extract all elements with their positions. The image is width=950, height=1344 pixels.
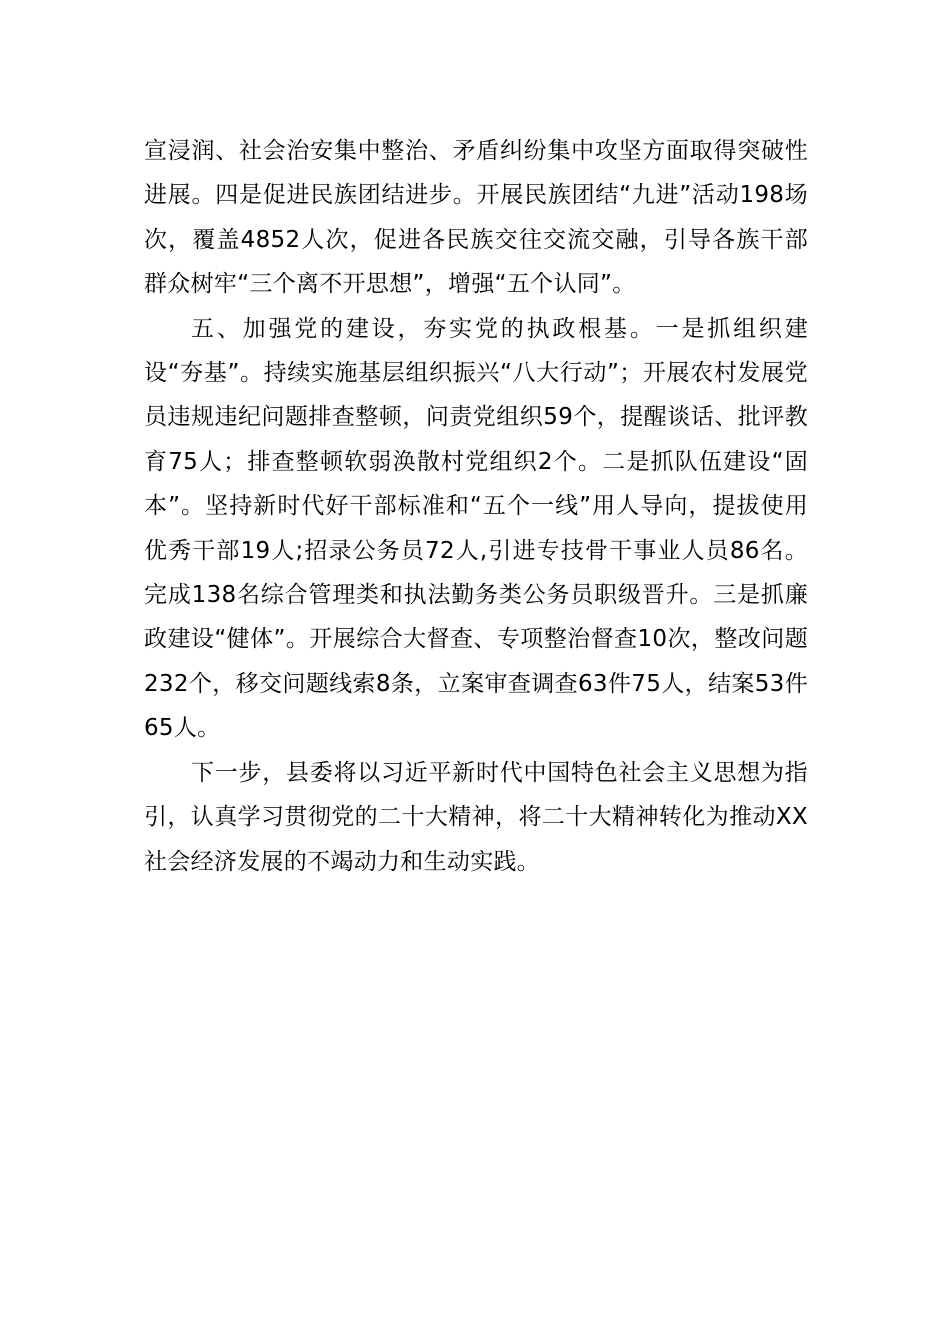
paragraph-section-five-party-building: 五、加强党的建设，夯实党的执政根基。一是抓组织建设“夯基”。持续实施基层组织振兴“八大行动”；开展农村发展党员违规违纪问题排查整顿，问责党组织59个，提醒谈话、批评教育75人；排查整顿软弱涣散村党组织2个。二是抓队伍建设“固本”。坚持新时代好干部标准和“五个一线”用人导向，提拔使用优秀干部19人;招录公务员72人,引进专技骨干事业人员86名。完成138名综合管理类和执法勤务类公务员职级晋升。三是抓廉政建设“健体”。开展综合大督查、专项整治督查10次，整改问题232个，移交问题线索8条，立案审查调查63件75人，结案53件65人。 (144, 315, 808, 742)
document-body (144, 129, 808, 884)
paragraph-section-four-continued: 宣浸润、社会治安集中整治、矛盾纠纷集中攻坚方面取得突破性进展。四是促进民族团结进步。开展民族团结“九进”活动198场次，覆盖4852人次，促进各民族交往交流交融，引导各族干部群众树牢“三个离不开思想”，增强“五个认同”。 (144, 138, 808, 298)
paragraph-next-steps: 下一步，县委将以习近平新时代中国特色社会主义思想为指引，认真学习贯彻党的二十大精神，将二十大精神转化为推动XX社会经济发展的不竭动力和生动实践。 (144, 759, 808, 875)
